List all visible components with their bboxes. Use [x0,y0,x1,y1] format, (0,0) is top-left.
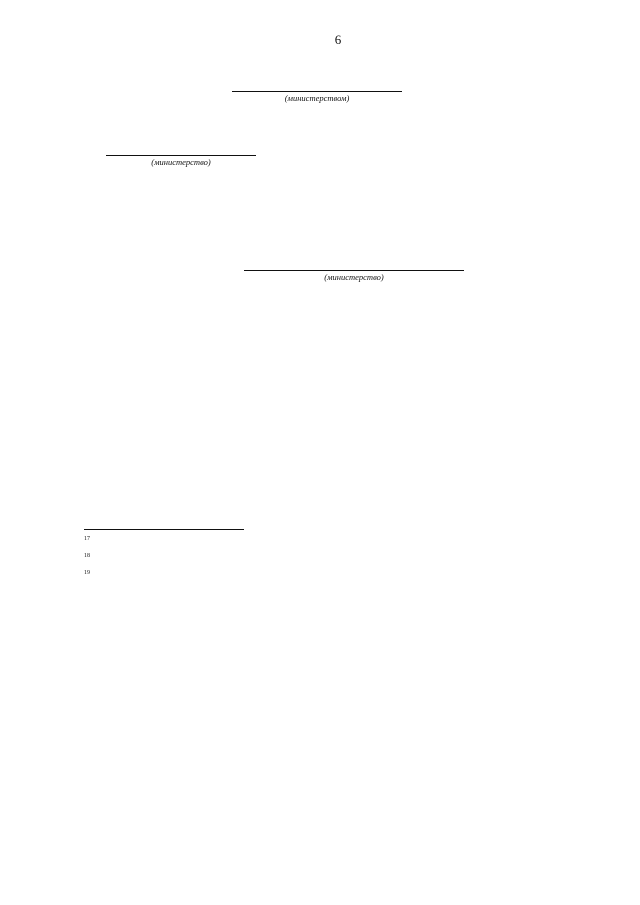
blank-underline [244,270,464,271]
clause-paragraph [84,284,592,301]
blank-underline [106,155,256,156]
footnote-separator [84,529,244,530]
section-heading [84,369,592,386]
document-body-section [84,400,592,485]
footnote [84,551,592,564]
clause-paragraph [84,58,592,75]
clause-paragraph [84,203,592,220]
clause-paragraph [84,434,592,451]
clause-paragraph [84,468,592,485]
blank-underline [232,91,402,92]
page-number: 6 [334,32,342,47]
clause-paragraph [84,122,592,139]
clause-paragraph [84,451,592,468]
clause-paragraph [84,318,592,335]
footnote [84,568,592,581]
blank-field [84,139,592,169]
footnote-number: 19 [84,569,90,576]
clause-paragraph [84,417,592,434]
footnote-number: 17 [84,536,90,542]
footnote [84,534,592,547]
clause-paragraph [84,400,592,417]
clause-paragraph [84,105,592,122]
blank-caption: (министерством) [284,93,350,103]
footnotes [84,534,592,580]
blank-caption: (министерство) [324,272,384,282]
document-body [84,58,592,335]
clause-paragraph [84,186,592,203]
clause-paragraph [84,237,592,254]
clause-paragraph [84,169,592,186]
footnote-number: 18 [84,552,90,559]
clause-paragraph [84,301,592,318]
blank-field [84,254,592,284]
clause-paragraph [84,220,592,237]
blank-field [84,75,592,105]
blank-caption: (министерство) [151,157,211,167]
